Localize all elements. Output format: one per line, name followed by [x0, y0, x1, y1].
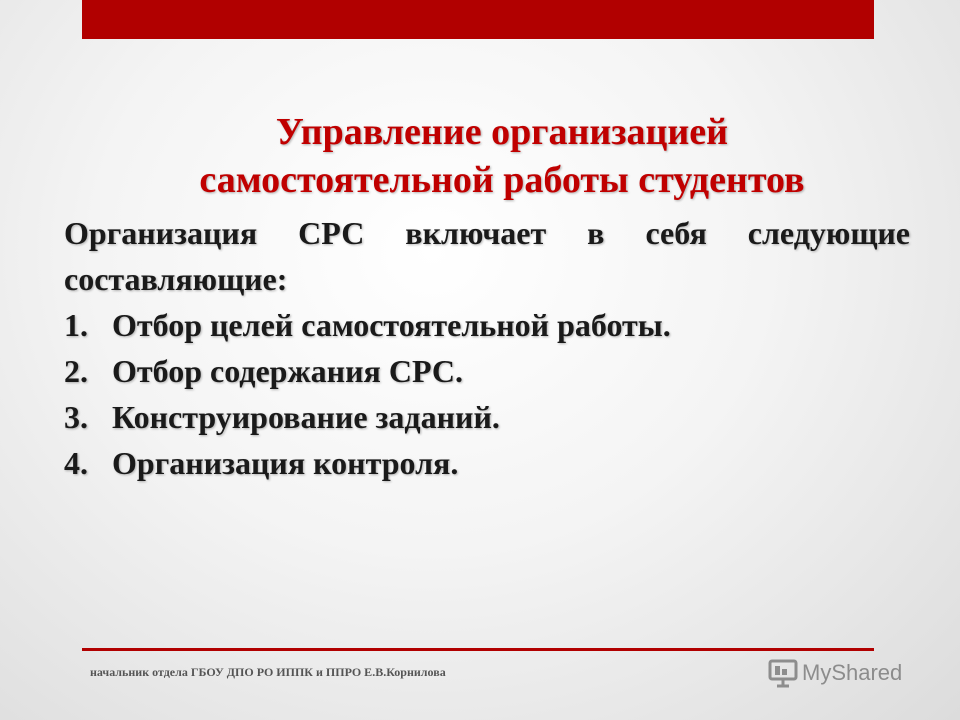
intro-line1: Организация СРС включает в себя следующие — [64, 215, 910, 251]
list-item-number: 2. — [64, 353, 88, 389]
list-item-text: Отбор целей самостоятельной работы. — [112, 307, 671, 343]
footer-author: начальник отдела ГБОУ ДПО РО ИППК и ППРО Е.В.Корнилова — [90, 665, 446, 679]
slide-title-line2: самостоятельной работы студентов — [199, 159, 805, 201]
myshared-logo[interactable] — [768, 655, 902, 691]
list-item — [64, 394, 910, 440]
list-item-number: 4. — [64, 445, 88, 481]
intro-text — [64, 210, 910, 302]
list-item-number: 1. — [64, 307, 88, 343]
bottom-divider — [82, 648, 874, 651]
presentation-board-icon — [768, 658, 798, 688]
top-accent-bar — [82, 0, 874, 39]
list-item — [64, 440, 910, 486]
slide-title — [82, 108, 922, 204]
list-item — [64, 348, 910, 394]
list-item — [64, 302, 910, 348]
slide-title-line1: Управление организацией — [275, 111, 729, 153]
logo-text: MyShared — [802, 660, 903, 685]
list-item-text: Конструирование заданий. — [112, 399, 500, 435]
list-item-number: 3. — [64, 399, 88, 435]
intro-line2: составляющие: — [64, 261, 288, 297]
list-item-text: Отбор содержания СРС. — [112, 353, 463, 389]
slide-content — [64, 210, 910, 486]
list-item-text: Организация контроля. — [112, 445, 459, 481]
component-list — [64, 302, 910, 486]
